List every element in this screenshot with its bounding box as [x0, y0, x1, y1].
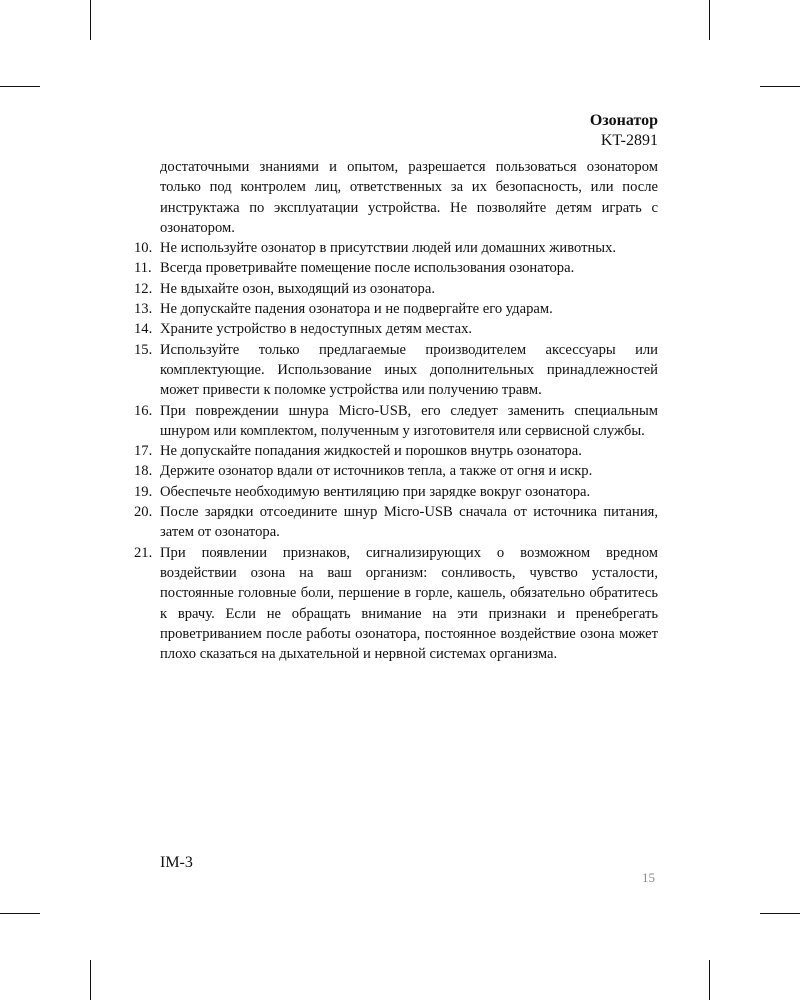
item-number: 15.	[134, 341, 153, 358]
crop-mark-top-left	[90, 0, 91, 40]
item-number: 16.	[134, 402, 153, 419]
crop-mark-bottom-left	[90, 960, 91, 1000]
crop-mark-bottom-right	[709, 960, 710, 1000]
list-item	[134, 279, 658, 299]
list-item	[134, 482, 658, 502]
crop-mark-top-right	[709, 0, 710, 40]
list-item	[134, 340, 658, 401]
item-number: 17.	[134, 443, 153, 460]
list-item	[134, 319, 658, 339]
list-item	[134, 441, 658, 461]
list-item	[134, 502, 658, 543]
list-item	[134, 401, 658, 442]
item-number: 11.	[134, 260, 152, 277]
header-model-title: Озонатор	[589, 112, 658, 129]
list-item	[134, 543, 658, 665]
header-model-code: KT-2891	[600, 132, 658, 149]
crop-mark-left-top	[0, 86, 40, 87]
item-number: 13.	[134, 301, 153, 318]
crop-mark-left-bottom	[0, 913, 40, 914]
item-text: Не вдыхайте озон, выходящий из озонатора.	[160, 280, 435, 297]
item-number: 12.	[134, 280, 153, 297]
item-text: Не допускайте падения озонатора и не подвергайте его ударам.	[160, 301, 553, 318]
instructions-list	[134, 157, 658, 664]
item-text: После зарядки отсоедините шнур Micro-USB сначала от источника питания, затем от озонатора.	[160, 504, 658, 541]
item-number: 19.	[134, 483, 153, 500]
item-text: Держите озонатор вдали от источников тепла, а также от огня и искр.	[160, 463, 593, 480]
list-item	[134, 461, 658, 481]
item-number: 21.	[134, 544, 153, 561]
item-text: Обеспечьте необходимую вентиляцию при зарядке вокруг озонатора.	[160, 483, 591, 500]
item-text: Не допускайте попадания жидкостей и порошков внутрь озонатора.	[160, 443, 582, 460]
crop-mark-right-top	[760, 86, 800, 87]
item-text: Используйте только предлагаемые производителем аксессуары или комплектующие. Использование иных дополнительных принадлежностей может привести к поломке устройства или получению травм.	[160, 341, 658, 399]
numbered-items	[134, 238, 658, 664]
item-number: 18.	[134, 463, 153, 480]
item-text: Всегда проветривайте помещение после использования озонатора.	[160, 260, 575, 277]
item-text: При появлении признаков, сигнализирующих о возможном вредном воздействии озона на ваш организм: сонливость, чувство усталости, постоянные головные боли, першение в горле, кашель, обязательно обратитесь к врачу. Если не обращать внимание на эти признаки и пренебрегать проветриванием после работы озонатора, постоянное воздействие озона может плохо сказаться на дыхательной и нервной системах организма.	[160, 544, 658, 663]
list-item	[134, 299, 658, 319]
item-text: При повреждении шнура Micro-USB, его следует заменить специальным шнуром или комплектом, полученным у изготовителя или сервисной службы.	[160, 402, 658, 439]
item-text: Храните устройство в недоступных детям местах.	[160, 321, 473, 338]
list-item	[134, 258, 658, 278]
item-number: 14.	[134, 321, 153, 338]
page-number: 15	[642, 870, 655, 885]
continuation-paragraph: достаточными знаниями и опытом, разрешается пользоваться озонатором только под контролем лиц, ответственных за их безопасность, или после инструктажа по эксплуатации устройства. Не позволяйте детям играть с озонатором.	[160, 159, 658, 236]
item-number: 10.	[134, 240, 153, 257]
list-item	[134, 238, 658, 258]
page-header	[590, 111, 658, 151]
item-text: Не используйте озонатор в присутствии людей или домашних животных.	[160, 240, 617, 257]
crop-mark-right-bottom	[760, 913, 800, 914]
item-number: 20.	[134, 504, 153, 521]
footer-code: IM-3	[160, 854, 193, 871]
